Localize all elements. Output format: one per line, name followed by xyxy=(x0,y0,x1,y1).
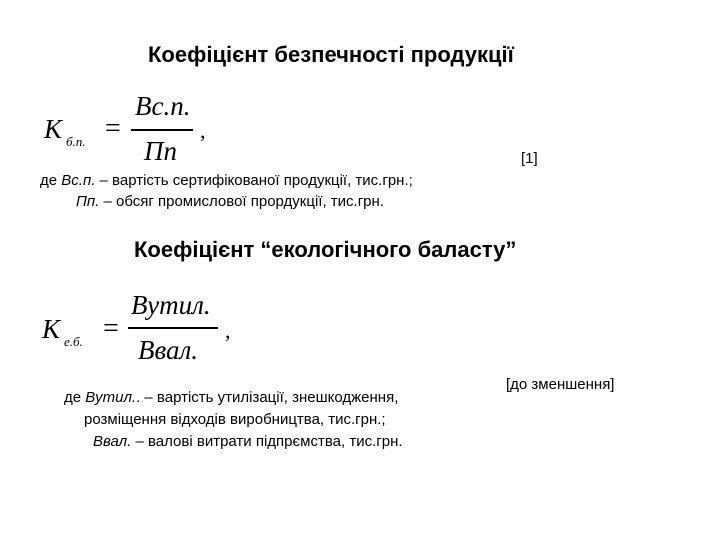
definition-line-2 xyxy=(76,193,384,210)
definition-line-1 xyxy=(64,389,398,406)
definition-text: . – вартість утилізації, знешкодження, xyxy=(136,389,399,406)
formula-equals: = xyxy=(103,313,119,344)
fraction-bar xyxy=(128,327,218,329)
reference-label: [1] xyxy=(521,150,538,167)
definition-variable: Пп. xyxy=(76,193,100,210)
fraction-bar xyxy=(131,129,193,131)
formula-denominator: Ввал. xyxy=(138,335,199,365)
formula-comma: , xyxy=(200,118,206,143)
definition-line-2: розміщення відходів виробництва, тис.грн.; xyxy=(84,411,386,428)
formula-symbol: К xyxy=(42,314,60,344)
title-ecological-ballast-coefficient: Коефіцієнт “екологічного баласту” xyxy=(134,237,517,262)
definition-text: – вартість сертифікованої продукції, тис.грн.; xyxy=(95,172,413,189)
formula-numerator: Вутил. xyxy=(131,290,211,320)
definition-text: – обсяг промислової прордукції, тис.грн. xyxy=(99,193,384,210)
formula-symbol: К xyxy=(44,114,62,144)
formula-denominator: Пп xyxy=(144,136,177,166)
definition-variable: Вс.п. xyxy=(61,172,96,189)
definition-line-1 xyxy=(40,172,413,189)
definition-prefix: де xyxy=(40,172,62,189)
title-product-safety-coefficient: Коефіцієнт безпечності продукції xyxy=(148,42,514,67)
reference-label: [до зменшення] xyxy=(506,376,615,393)
definition-prefix: де xyxy=(64,389,86,406)
formula-subscript: е.б. xyxy=(64,334,83,349)
formula-subscript: б.п. xyxy=(66,134,86,149)
definition-line-3 xyxy=(93,433,403,450)
formula-comma: , xyxy=(225,318,231,343)
formula-equals: = xyxy=(105,113,121,144)
definition-variable: Вутил. xyxy=(85,389,137,406)
formula-numerator: Вс.п. xyxy=(135,91,191,121)
definition-variable: Ввал. xyxy=(93,433,132,450)
definition-text: – валові витрати підпрємства, тис.грн. xyxy=(131,433,403,450)
